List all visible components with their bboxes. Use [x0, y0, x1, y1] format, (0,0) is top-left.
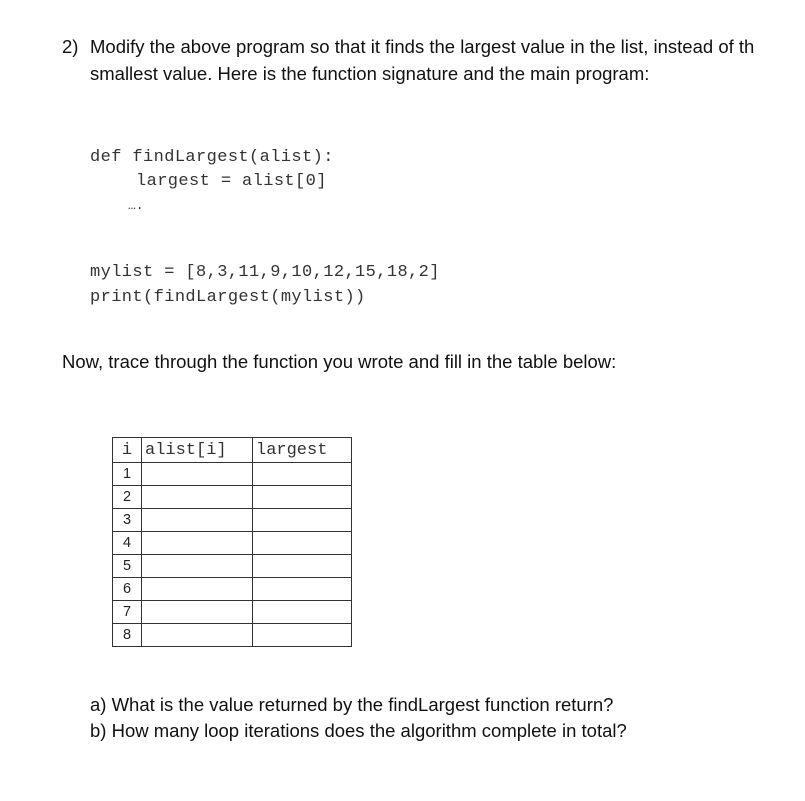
- alist-i-cell: [142, 532, 253, 555]
- largest-cell: [253, 624, 352, 647]
- header-alist-i: alist[i]: [142, 438, 253, 463]
- alist-i-cell: [142, 601, 253, 624]
- largest-cell: [253, 555, 352, 578]
- code-line-print: print(findLargest(mylist)): [90, 288, 366, 307]
- alist-i-cell: [142, 509, 253, 532]
- largest-cell: [253, 532, 352, 555]
- largest-cell: [253, 578, 352, 601]
- table-row: [113, 624, 352, 647]
- code-line-ellipsis: ….: [128, 198, 144, 213]
- trace-instruction: Now, trace through the function you wrote and fill in the table below:: [62, 351, 617, 372]
- row-index: 3: [113, 509, 142, 532]
- table-row: [113, 509, 352, 532]
- table-row: [113, 463, 352, 486]
- row-index: 4: [113, 532, 142, 555]
- row-index: 1: [113, 463, 142, 486]
- alist-i-cell: [142, 624, 253, 647]
- table-row: [113, 555, 352, 578]
- row-index: 2: [113, 486, 142, 509]
- largest-cell: [253, 486, 352, 509]
- header-largest: largest: [253, 438, 352, 463]
- row-index: 6: [113, 578, 142, 601]
- header-i: i: [113, 438, 142, 463]
- table-row: [113, 601, 352, 624]
- row-index: 7: [113, 601, 142, 624]
- table-row: [113, 578, 352, 601]
- question-text-line-1: Modify the above program so that it finds the largest value in the list, instead of th: [90, 36, 755, 57]
- alist-i-cell: [142, 555, 253, 578]
- subquestion-a: a) What is the value returned by the findLargest function return?: [90, 694, 614, 715]
- code-line-def: def findLargest(alist):: [90, 148, 334, 167]
- alist-i-cell: [142, 463, 253, 486]
- question-text-line-2: smallest value. Here is the function signature and the main program:: [90, 63, 650, 84]
- row-index: 5: [113, 555, 142, 578]
- largest-cell: [253, 509, 352, 532]
- question-number: 2): [62, 36, 79, 57]
- largest-cell: [253, 601, 352, 624]
- table-row: [113, 532, 352, 555]
- table-row: [113, 486, 352, 509]
- alist-i-cell: [142, 578, 253, 601]
- code-line-mylist: mylist = [8,3,11,9,10,12,15,18,2]: [90, 263, 440, 282]
- largest-cell: [253, 463, 352, 486]
- row-index: 8: [113, 624, 142, 647]
- subquestion-b: b) How many loop iterations does the algorithm complete in total?: [90, 720, 627, 741]
- trace-table-header-row: [113, 438, 352, 463]
- code-line-largest-init: largest = alist[0]: [136, 172, 327, 191]
- alist-i-cell: [142, 486, 253, 509]
- trace-table: [112, 437, 352, 647]
